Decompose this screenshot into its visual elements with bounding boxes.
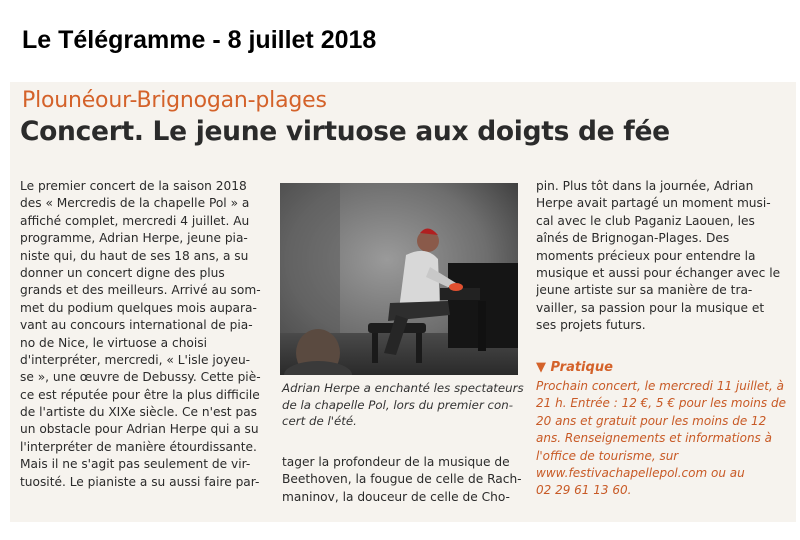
text-line: programme, Adrian Herpe, jeune pia-	[20, 231, 248, 246]
pratique-title: Pratique	[550, 360, 613, 375]
text-line: maninov, la douceur de celle de Cho-	[282, 489, 510, 504]
pratique-heading	[536, 360, 613, 375]
article-column-2	[282, 454, 522, 506]
text-line: cert de l'été.	[282, 414, 357, 428]
text-line: ans. Renseignements et informations à	[536, 431, 772, 446]
text-line: Le premier concert de la saison 2018	[20, 179, 247, 193]
text-line: 21 h. Entrée : 12 €, 5 € pour les moins de	[536, 396, 786, 411]
photo-caption	[282, 380, 522, 430]
text-line: www.festivachapellepol.com ou au	[536, 466, 745, 481]
text-line: ses projets futurs.	[536, 318, 646, 333]
text-line: vant au concours international de pia-	[20, 318, 253, 333]
concert-photo	[280, 183, 518, 375]
text-line: 20 ans et gratuit pour les moins de 12	[536, 413, 767, 428]
text-line: Beethoven, la fougue de celle de Rach-	[282, 472, 522, 487]
article-column-1	[20, 178, 275, 491]
text-line: des « Mercredis de la chapelle Pol » a	[20, 196, 250, 211]
text-line: ce est réputée pour être la plus difficile	[20, 387, 260, 402]
text-line: met du podium quelques mois aupara-	[20, 300, 257, 315]
text-line: Prochain concert, le mercredi 11 juillet, à	[536, 379, 784, 393]
text-line: de l'artiste du XIXe siècle. Ce n'est pas	[20, 405, 258, 420]
article-kicker: Plounéour-Brignogan-plages	[22, 88, 327, 113]
text-line: tuosité. Le pianiste a su aussi faire par-	[20, 474, 260, 489]
pianist-photo-image	[280, 183, 518, 375]
text-line: se », une œuvre de Debussy. Cette piè-	[20, 370, 261, 385]
text-line: musique et aussi pour échanger avec le	[536, 265, 781, 280]
text-line: tager la profondeur de la musique de	[282, 455, 510, 469]
pratique-body	[536, 378, 786, 500]
text-line: vailler, sa passion pour la musique et	[536, 300, 765, 315]
text-line: moments précieux pour entendre la	[536, 248, 756, 263]
text-line: pin. Plus tôt dans la journée, Adrian	[536, 179, 754, 193]
article-headline: Concert. Le jeune virtuose aux doigts de fée	[20, 116, 670, 147]
text-line: 02 29 61 13 60.	[536, 483, 632, 498]
source-line: Le Télégramme - 8 juillet 2018	[22, 26, 377, 54]
text-line: Herpe avait partagé un moment musi-	[536, 196, 771, 211]
text-line: l'office de tourisme, sur	[536, 448, 679, 463]
text-line: grands et des meilleurs. Arrivé au som-	[20, 283, 261, 298]
text-line: no de Nice, le virtuose a choisi	[20, 335, 208, 350]
text-line: Adrian Herpe a enchanté les spectateurs	[282, 381, 524, 395]
triangle-down-icon: ▼	[536, 360, 546, 375]
text-line: Mais il ne s'agit pas seulement de vir-	[20, 457, 251, 472]
text-line: jeune artiste sur sa manière de tra-	[536, 283, 753, 298]
text-line: un obstacle pour Adrian Herpe qui a su	[20, 422, 259, 437]
text-line: aînés de Brignogan-Plages. Des	[536, 231, 730, 246]
text-line: d'interpréter, mercredi, « L'isle joyeu-	[20, 352, 251, 367]
text-line: affiché complet, mercredi 4 juillet. Au	[20, 213, 250, 228]
article-column-3	[536, 178, 784, 335]
text-line: de la chapelle Pol, lors du premier con-	[282, 397, 513, 412]
text-line: niste qui, du haut de ses 18 ans, a su	[20, 248, 249, 263]
text-line: l'interpréter de manière étourdissante.	[20, 439, 257, 454]
text-line: cal avec le club Paganiz Laouen, les	[536, 213, 755, 228]
text-line: donner un concert digne des plus	[20, 265, 225, 280]
